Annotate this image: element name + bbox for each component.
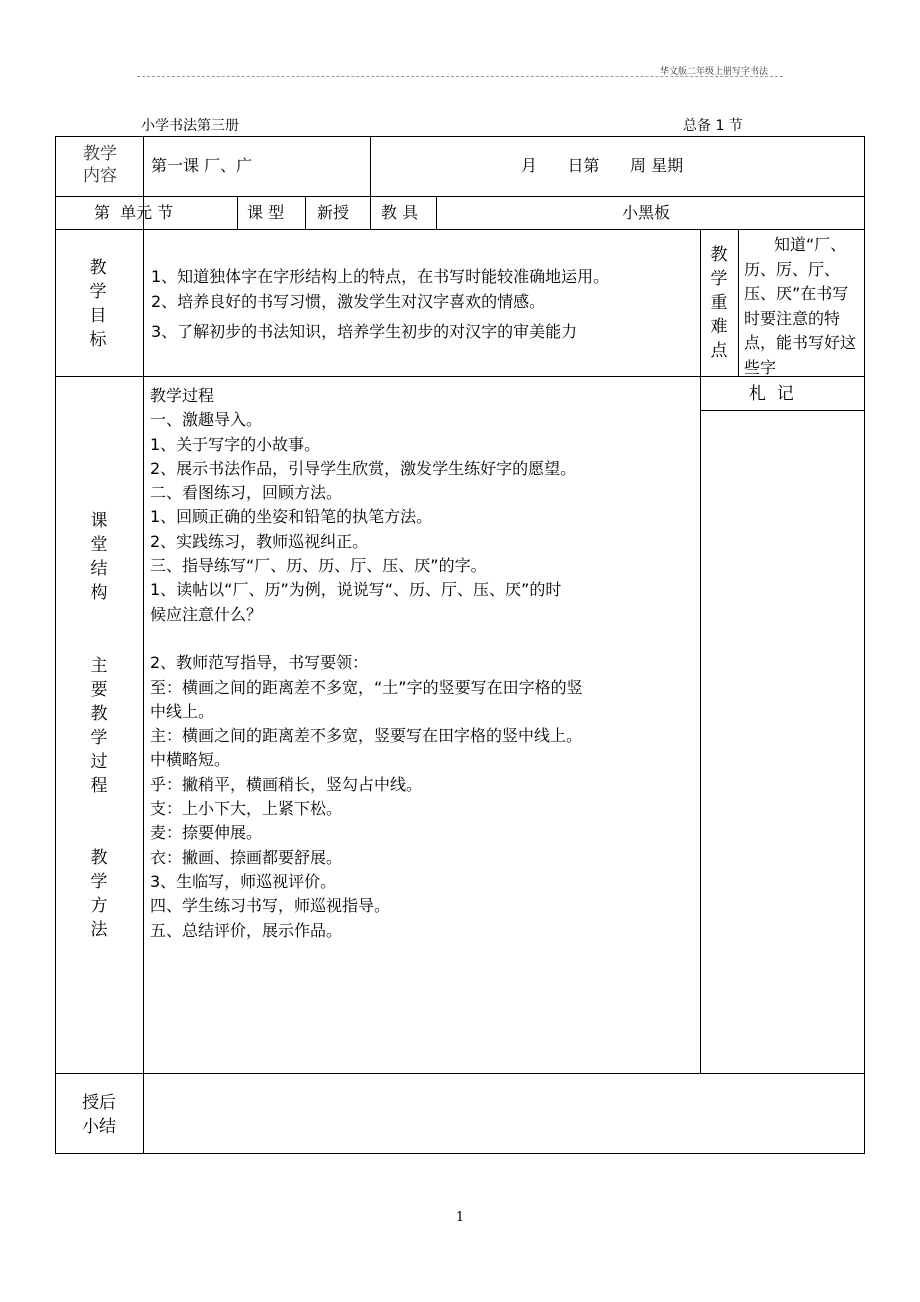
date-line: 月 日第 周 星期 [521, 156, 684, 175]
class-structure-label: 课堂结构 [90, 511, 108, 603]
process-line: 支：上小下大，上紧下松。 [150, 799, 343, 819]
objective-3: 3、了解初步的书法知识，培养学生初步的对汉字的审美能力 [151, 322, 578, 341]
process-line: 麦：捺要伸展。 [150, 823, 263, 843]
process-line: 3、生临写，师巡视评价。 [150, 871, 337, 891]
teaching-method-label: 教学方法 [90, 848, 108, 940]
process-line: 五、总结评价，展示作品。 [150, 920, 343, 940]
page-number: 1 [455, 1210, 465, 1225]
process-line: 主：横画之间的距离差不多宽，竖要写在田字格的竖中线上。 [150, 726, 583, 746]
process-line: 教学过程 [150, 386, 215, 405]
process-line: 四、学生练习书写，师巡视指导。 [150, 896, 391, 916]
process-line: 2、展示书法作品，引导学生欣赏，激发学生练好字的愿望。 [150, 458, 577, 478]
process-line: 衣：撇画、捺画都要舒展。 [150, 847, 343, 867]
book-title: 小学书法第三册 [141, 118, 239, 134]
process-line: 三、指导练写“厂、历、历、厅、压、厌”的字。 [150, 556, 487, 576]
process-line: 2、实践练习，教师巡视纠正。 [150, 531, 369, 551]
header-divider [137, 76, 783, 77]
lesson-type-value: 新授 [317, 203, 350, 222]
process-line: 二、看图练习，回顾方法。 [150, 483, 343, 503]
process-line: 1、回顾正确的坐姿和铅笔的执笔方法。 [150, 507, 433, 527]
running-header: 华文版二年级上册写字书法 [660, 67, 769, 77]
process-line: 中线上。 [150, 701, 215, 721]
unit-section: 第 单元 节 [94, 203, 174, 222]
teaching-content-label: 教学内容 [83, 144, 117, 186]
process-line: 中横略短。 [150, 750, 231, 770]
teaching-process [150, 384, 690, 943]
teaching-tools-value: 小黑板 [622, 203, 671, 222]
process-line: 2、教师范写指导，书写要领： [150, 653, 369, 673]
key-difficulty-label: 教学重难点 [710, 245, 728, 361]
process-line: 1、读帖以“厂、历”为例，说说写“、历、厅、压、厌”的时 [150, 580, 562, 600]
process-line: 乎：撇稍平，横画稍长，竖勾占中线。 [150, 774, 423, 794]
objective-1: 1、知道独体字在字形结构上的特点，在书写时能较准确地运用。 [151, 267, 610, 286]
process-line: 至：横画之间的距离差不多宽，“土”字的竖要写在田字格的竖 [150, 677, 583, 697]
process-line: 1、关于写字的小故事。 [150, 434, 321, 454]
main-process-label: 主要教学过程 [90, 656, 108, 796]
lesson-title: 第一课 厂、广 [151, 156, 253, 175]
key-difficulty-text: 知道“厂、历、厉、厅、压、厌”在书写时要注意的特点，能书写好这些字 [744, 235, 857, 377]
notes-label: 札 记 [749, 384, 794, 404]
objective-2: 2、培养良好的书写习惯，激发学生对汉字喜欢的情感。 [151, 292, 546, 311]
process-line [150, 627, 690, 651]
objectives-label: 教学目标 [89, 258, 107, 350]
process-line: 一、激趣导入。 [150, 410, 263, 430]
post-lesson-summary-label: 授后小结 [82, 1093, 116, 1137]
process-line: 候应注意什么？ [150, 604, 263, 624]
lesson-type-label: 课 型 [247, 203, 285, 222]
teaching-tools-label: 教 具 [381, 203, 419, 222]
prep-count: 总备 1 节 [683, 118, 743, 134]
